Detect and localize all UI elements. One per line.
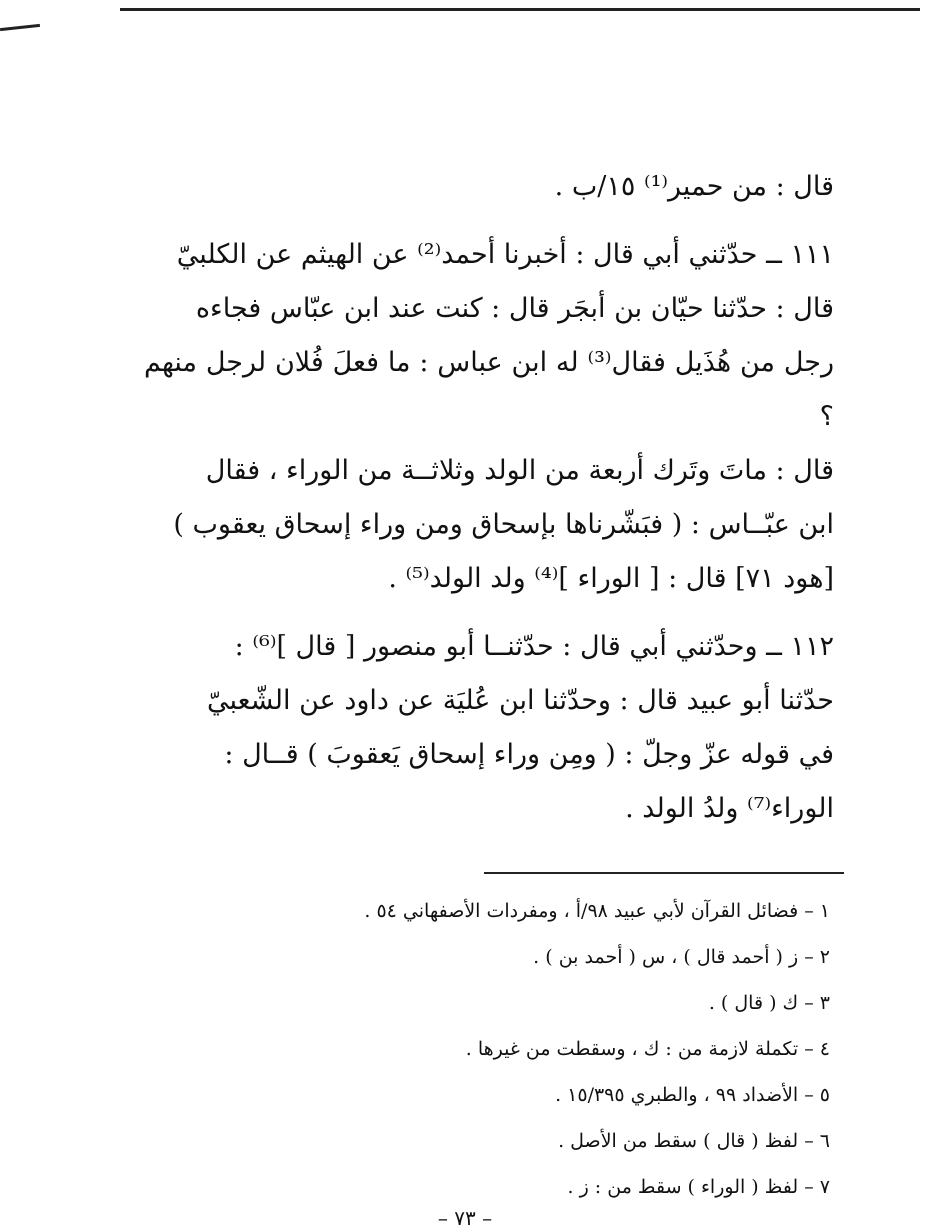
footnote: ٢ – ز ( أحمد قال ) ، س ( أحمد بن ) . <box>533 946 830 968</box>
footnotes <box>230 888 830 1210</box>
footnote: ٤ – تكملة لازمة من : ك ، وسقطت من غيرها . <box>465 1038 830 1060</box>
text-line: قال : من حمير⁽¹⁾ ١٥/ب . <box>554 171 834 202</box>
text-line: قال : ماتَ وتَرك أربعة من الولد وثلاثــة من الوراء ، فقال <box>205 455 834 486</box>
text-line: رجل من هُذَيل فقال⁽³⁾ له ابن عباس : ما فعلَ فُلان لرجل منهم ؟ <box>144 347 834 432</box>
page-number: – ٧٣ – <box>437 1206 493 1230</box>
text-line: ١١٢ ــ وحدّثني أبي قال : حدّثنــا أبو منصور [ قال ]⁽⁶⁾ : <box>234 631 834 662</box>
text-line: في قوله عزّ وجلّ : ( ومِن وراء إسحاق يَعقوبَ ) قــال : <box>224 739 834 770</box>
text-line: قال : حدّثنا حيّان بن أبجَر قال : كنت عند ابن عبّاس فجاءه <box>195 293 834 324</box>
top-rule <box>120 8 920 11</box>
text-line: الوراء⁽⁷⁾ ولدُ الولد . <box>625 793 834 824</box>
text-line: ١١١ ــ حدّثني أبي قال : أخبرنا أحمد⁽²⁾ عن الهيثم عن الكلبيّ <box>176 239 834 270</box>
footnote: ٣ – ك ( قال ) . <box>708 992 830 1014</box>
footnote: ١ – فضائل القرآن لأبي عبيد ٩٨/أ ، ومفردات الأصفهاني ٥٤ . <box>364 900 830 922</box>
footnote-rule <box>484 872 844 874</box>
text-line: ابن عبّــاس : ( فبَشّرناها بإسحاق ومن وراء إسحاق يعقوب ) <box>173 509 834 540</box>
text-line: حدّثنا أبو عبيد قال : وحدّثنا ابن عُليَة عن داود عن الشّعبيّ <box>207 685 834 716</box>
footnote: ٧ – لفظ ( الوراء ) سقط من : ز . <box>567 1176 830 1198</box>
footnote: ٦ – لفظ ( قال ) سقط من الأصل . <box>558 1130 830 1152</box>
footnote: ٥ – الأضداد ٩٩ ، والطبري ١٥/٣٩٥ . <box>555 1084 830 1106</box>
scan-mark <box>0 24 40 31</box>
text-line: [هود ٧١] قال : [ الوراء ]⁽⁴⁾ ولد الولد⁽⁵⁾ . <box>388 563 834 594</box>
main-text <box>144 160 834 836</box>
